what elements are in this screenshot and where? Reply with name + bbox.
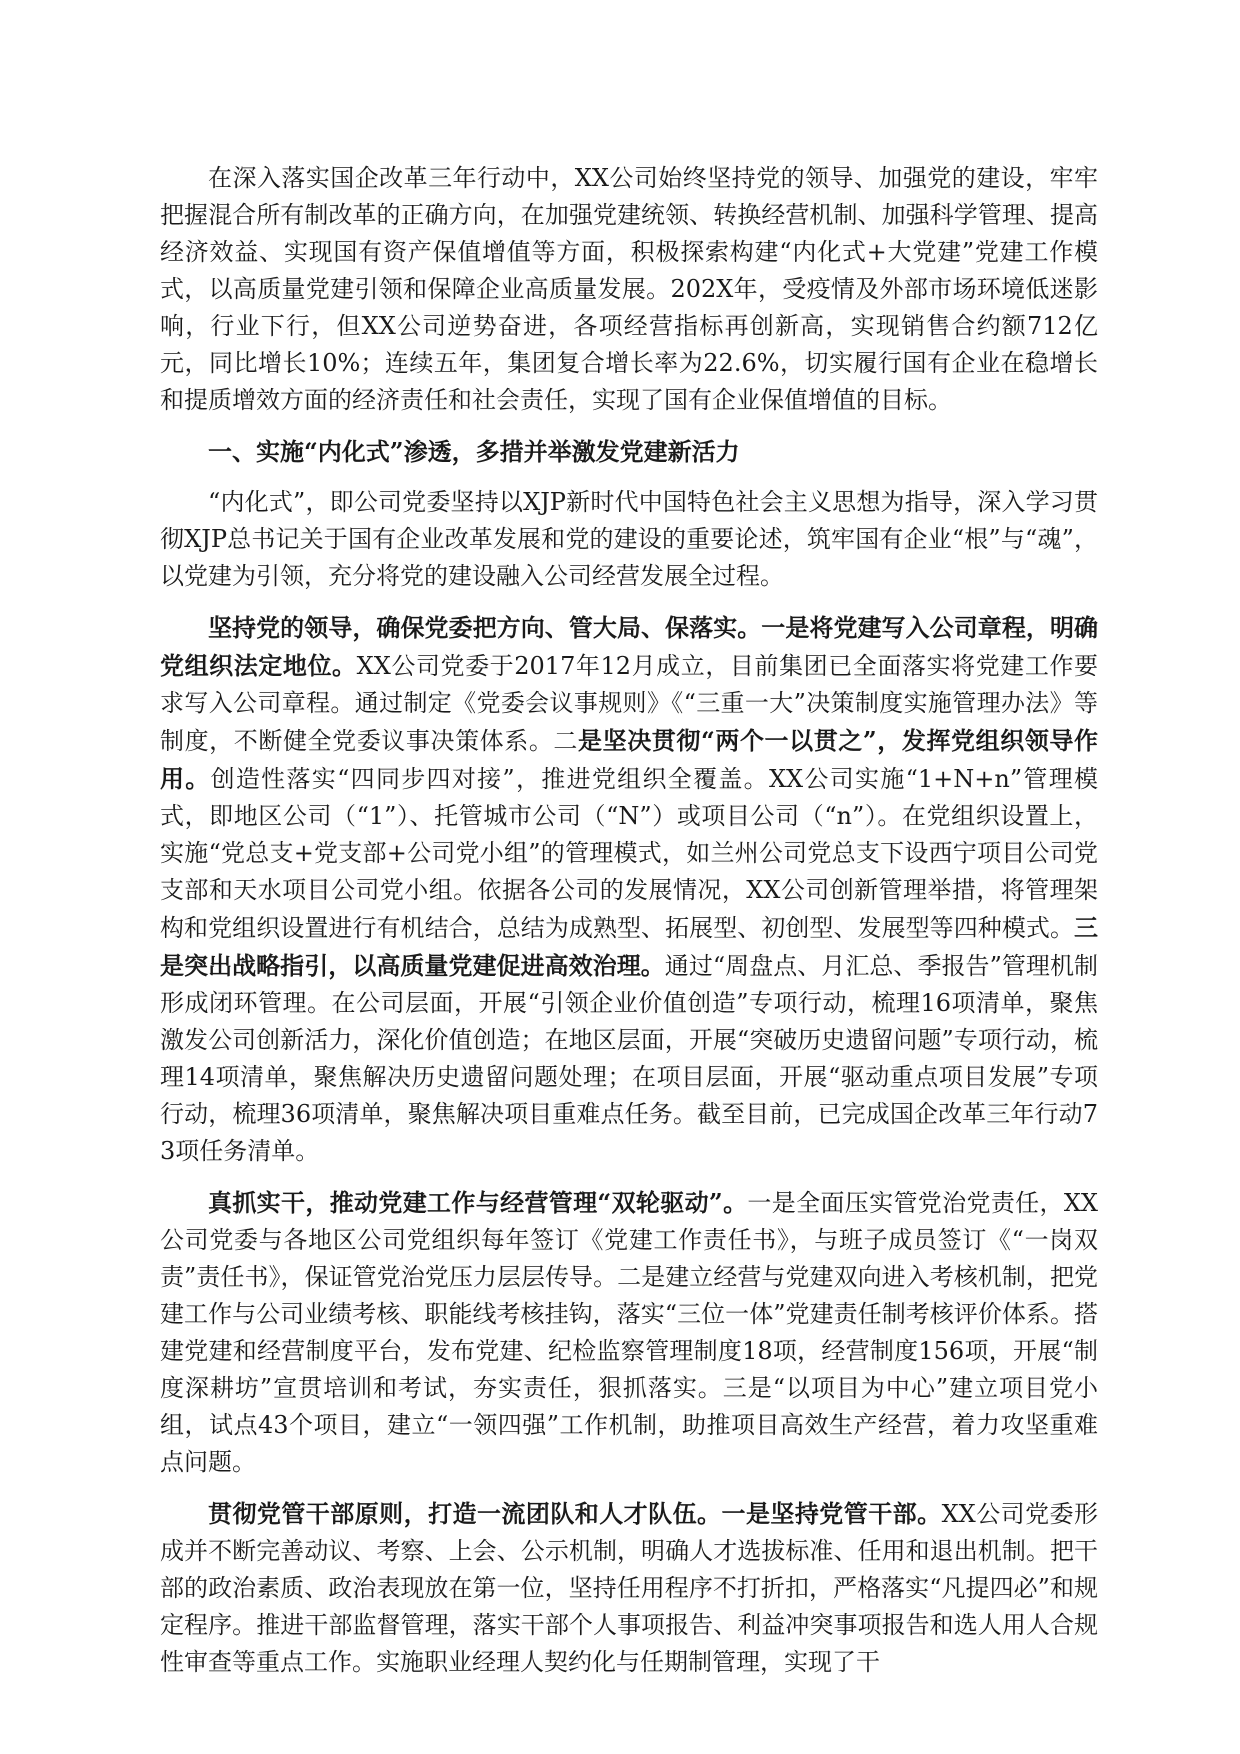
paragraph-internalization	[160, 484, 1098, 595]
section-heading-1	[160, 433, 1098, 470]
paragraph-party-leadership	[160, 609, 1098, 1170]
paragraph-text: 在深入落实国企改革三年行动中，XX公司始终坚持党的领导、加强党的建设，牢牢把握混合所有制改革的正确方向，在加强党建统领、转换经营机制、加强科学管理、提高经济效益、实现国有资产保值增值等方面，积极探索构建“内化式+大党建”党建工作模式，以高质量党建引领和保障企业高质量发展。202X年，受疫情及外部市场环境低迷影响，行业下行，但XX公司逆势奋进，各项经营指标再创新高，实现销售合约额712亿元，同比增长10%；连续五年，集团复合增长率为22.6%，切实履行国有企业在稳增长和提质增效方面的经济责任和社会责任，实现了国有企业保值增值的目标。	[160, 164, 1098, 414]
bold-lead-text: 真抓实干，推动党建工作与经营管理“双轮驱动”。	[208, 1188, 748, 1217]
bold-lead-text: 坚持党的领导，确保党委把方向、管大局、保落实。一是将党建写入公司章程，明确党组织法定地位。	[160, 613, 1098, 680]
paragraph-text: 一是全面压实管党治党责任，XX公司党委与各地区公司党组织每年签订《党建工作责任书》，与班子成员签订《“一岗双责”责任书》，保证管党治党压力层层传导。二是建立经营与党建双向进入考核机制，把党建工作与公司业绩考核、职能线考核挂钩，落实“三位一体”党建责任制考核评价体系。搭建党建和经营制度平台，发布党建、纪检监察管理制度18项，经营制度156项，开展“制度深耕坊”宣贯培训和考试，夯实责任，狠抓落实。三是“以项目为中心”建立项目党小组，试点43个项目，建立“一领四强”工作机制，助推项目高效生产经营，着力攻坚重难点问题。	[160, 1189, 1099, 1476]
paragraph-dual-drive	[160, 1184, 1098, 1481]
bold-lead-text: 是坚决贯彻“两个一以贯之”，发挥党组织领导作用。	[160, 726, 1098, 793]
paragraph-intro	[160, 160, 1098, 419]
paragraph-text: “内化式”，即公司党委坚持以XJP新时代中国特色社会主义思想为指导，深入学习贯彻XJP总书记关于国有企业改革发展和党的建设的重要论述，筑牢国有企业“根”与“魂”，以党建为引领，充分将党的建设融入公司经营发展全过程。	[160, 488, 1098, 590]
paragraph-cadre-management	[160, 1495, 1098, 1681]
paragraph-text: XX公司党委于2017年12月成立，目前集团已全面落实将党建工作要求写入公司章程。通过制定《党委会议事规则》《“三重一大”决策制度实施管理办法》等制度，不断健全党委议事决策体系。二	[160, 652, 1098, 755]
paragraph-text: 通过“周盘点、月汇总、季报告”管理机制形成闭环管理。在公司层面，开展“引领企业价值创造”专项行动，梳理16项清单，聚焦激发公司创新活力，深化价值创造；在地区层面，开展“突破历史遗留问题”专项行动，梳理14项清单，聚焦解决历史遗留问题处理；在项目层面，开展“驱动重点项目发展”专项行动，梳理36项清单，聚焦解决项目重难点任务。截至目前，已完成国企改革三年行动73项任务清单。	[160, 952, 1098, 1165]
paragraph-text: 创造性落实“四同步四对接”，推进党组织全覆盖。XX公司实施“1+N+n”管理模式，即地区公司（“1”）、托管城市公司（“N”）或项目公司（“n”）。在党组织设置上，实施“党总支+党支部+公司党小组”的管理模式，如兰州公司党总支下设西宁项目公司党支部和天水项目公司党小组。依据各公司的发展情况，XX公司创新管理举措，将管理架构和党组织设置进行有机结合，总结为成熟型、拓展型、初创型、发展型等四种模式。	[160, 765, 1098, 942]
heading-text: 一、实施“内化式”渗透，多措并举激发党建新活力	[208, 437, 740, 466]
bold-lead-text: 贯彻党管干部原则，打造一流团队和人才队伍。一是坚持党管干部。	[208, 1499, 942, 1528]
paragraph-text: XX公司党委形成并不断完善动议、考察、上会、公示机制，明确人才选拔标准、任用和退出机制。把干部的政治素质、政治表现放在第一位，坚持任用程序不打折扣，严格落实“凡提四必”和规定程序。推进干部监督管理，落实干部个人事项报告、利益冲突事项报告和选人用人合规性审查等重点工作。实施职业经理人契约化与任期制管理，实现了干	[160, 1500, 1099, 1676]
bold-lead-text: 三是突出战略指引，以高质量党建促进高效治理。	[160, 913, 1098, 980]
